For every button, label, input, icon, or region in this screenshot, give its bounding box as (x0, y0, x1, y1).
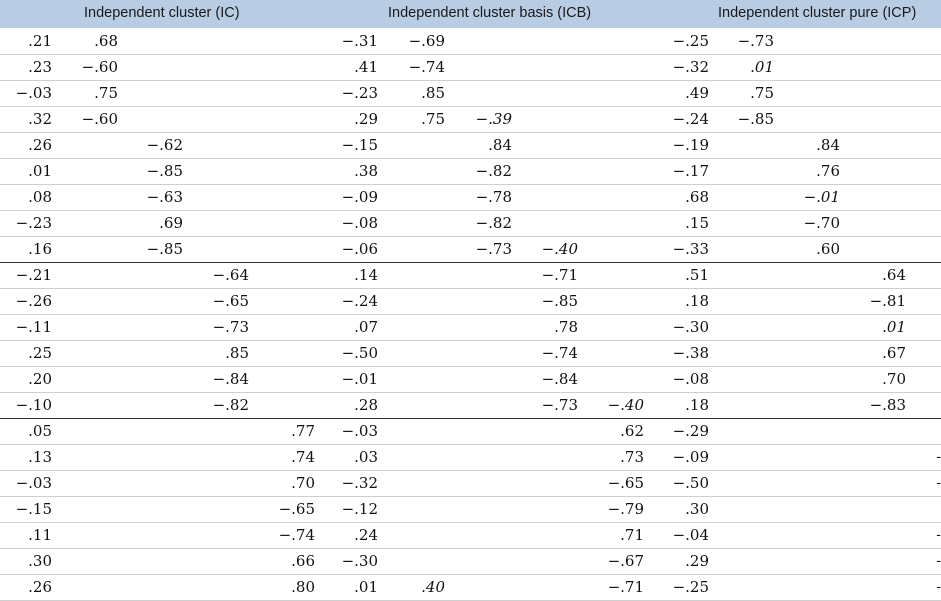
table-cell: .84 (488, 136, 512, 154)
table-cell: −.64 (212, 266, 249, 284)
table-cell: .25 (28, 344, 52, 362)
table-cell: −.65 (607, 474, 644, 492)
table-cell: .67 (882, 344, 906, 362)
table-cell: .01 (28, 162, 52, 180)
table-row (0, 28, 941, 55)
table-cell: - (936, 527, 941, 543)
table-cell: −.25 (672, 578, 709, 596)
table-row (0, 392, 941, 419)
table-cell: −.17 (672, 162, 709, 180)
table-cell: −.24 (672, 110, 709, 128)
table-cell: −.79 (607, 500, 644, 518)
table-cell: −.09 (341, 188, 378, 206)
table-cell: −.32 (672, 58, 709, 76)
table-row (0, 184, 941, 211)
table-cell: .26 (28, 136, 52, 154)
table-cell: .28 (354, 396, 378, 414)
table-cell: .64 (882, 266, 906, 284)
table-cell: −.78 (475, 188, 512, 206)
table-cell: −.73 (541, 396, 578, 414)
table-cell: .70 (291, 474, 315, 492)
table-cell: −.73 (475, 240, 512, 258)
table-cell: −.74 (541, 344, 578, 362)
table-row (0, 522, 941, 549)
table-cell: −.01 (341, 370, 378, 388)
header-icb: Independent cluster basis (ICB) (388, 5, 592, 21)
table-cell: .18 (685, 292, 709, 310)
table-row (0, 210, 941, 237)
table-cell: −.01 (803, 188, 840, 206)
table-cell: −.04 (672, 526, 709, 544)
table-cell: .30 (28, 552, 52, 570)
table-row (0, 444, 941, 471)
table-cell: .68 (94, 32, 118, 50)
table-cell: −.71 (541, 266, 578, 284)
table-cell: −.11 (15, 318, 52, 336)
table-cell: −.82 (212, 396, 249, 414)
table-cell: −.24 (341, 292, 378, 310)
table-cell: .75 (94, 84, 118, 102)
table-cell: −.08 (672, 370, 709, 388)
table-cell: −.85 (737, 110, 774, 128)
table-cell: .77 (291, 422, 315, 440)
table-cell: −.03 (15, 474, 52, 492)
table-cell: .41 (354, 58, 378, 76)
table-cell: .49 (685, 84, 709, 102)
table-cell: −.82 (475, 214, 512, 232)
table-cell: −.63 (146, 188, 183, 206)
table-cell: −.25 (672, 32, 709, 50)
table-cell: .69 (159, 214, 183, 232)
table-cell: −.74 (278, 526, 315, 544)
table-cell: −.69 (408, 32, 445, 50)
table-cell: −.85 (146, 240, 183, 258)
table-cell: .40 (421, 578, 445, 596)
table-cell: −.85 (541, 292, 578, 310)
table-cell: .05 (28, 422, 52, 440)
table-cell: −.50 (672, 474, 709, 492)
table-cell: −.03 (341, 422, 378, 440)
table-cell: −.21 (15, 266, 52, 284)
table-cell: −.15 (15, 500, 52, 518)
table-row (0, 470, 941, 497)
table-cell: −.06 (341, 240, 378, 258)
table-cell: .20 (28, 370, 52, 388)
table-cell: - (936, 475, 941, 491)
table-row (0, 106, 941, 133)
table-cell: −.81 (869, 292, 906, 310)
table-cell: .14 (354, 266, 378, 284)
table-cell: .07 (354, 318, 378, 336)
table-cell: .29 (354, 110, 378, 128)
table-cell: −.40 (541, 240, 578, 258)
table-row (0, 340, 941, 367)
table-cell: - (936, 579, 941, 595)
table-cell: −.26 (15, 292, 52, 310)
table-cell: −.19 (672, 136, 709, 154)
table-header (0, 0, 941, 28)
table-cell: −.09 (672, 448, 709, 466)
table-cell: −.23 (15, 214, 52, 232)
table-row (0, 548, 941, 575)
table-cell: −.12 (341, 500, 378, 518)
table-cell: −.85 (146, 162, 183, 180)
table-cell: .32 (28, 110, 52, 128)
table-cell: −.30 (341, 552, 378, 570)
table-cell: .85 (225, 344, 249, 362)
table-cell: −.40 (607, 396, 644, 414)
table-row (0, 262, 941, 289)
table-cell: .01 (882, 318, 906, 336)
table-cell: .51 (685, 266, 709, 284)
table-cell: −.31 (341, 32, 378, 50)
table-cell: .68 (685, 188, 709, 206)
table-cell: −.23 (341, 84, 378, 102)
table-cell: −.84 (541, 370, 578, 388)
table-row (0, 314, 941, 341)
table-cell: −.65 (278, 500, 315, 518)
table-cell: −.71 (607, 578, 644, 596)
table-cell: .38 (354, 162, 378, 180)
table-row (0, 80, 941, 107)
table-cell: −.32 (341, 474, 378, 492)
table-cell: .71 (620, 526, 644, 544)
table-cell: −.83 (869, 396, 906, 414)
table-cell: −.67 (607, 552, 644, 570)
header-ic: Independent cluster (IC) (84, 5, 240, 21)
table-cell: −.73 (212, 318, 249, 336)
table-cell: −.82 (475, 162, 512, 180)
table-cell: −.60 (81, 58, 118, 76)
table-row (0, 288, 941, 315)
table-cell: .66 (291, 552, 315, 570)
table-cell: .75 (421, 110, 445, 128)
table-cell: .74 (291, 448, 315, 466)
table-cell: .18 (685, 396, 709, 414)
table-row (0, 132, 941, 159)
table-cell: .80 (291, 578, 315, 596)
table-row (0, 236, 941, 263)
table-cell: .26 (28, 578, 52, 596)
table-cell: .30 (685, 500, 709, 518)
table-cell: −.29 (672, 422, 709, 440)
table-cell: .15 (685, 214, 709, 232)
table-cell: −.10 (15, 396, 52, 414)
table-cell: −.60 (81, 110, 118, 128)
table-cell: .60 (816, 240, 840, 258)
table-cell: .73 (620, 448, 644, 466)
table-cell: .76 (816, 162, 840, 180)
table-cell: .62 (620, 422, 644, 440)
table-cell: −.15 (341, 136, 378, 154)
table-cell: .29 (685, 552, 709, 570)
table-cell: −.39 (475, 110, 512, 128)
table-cell: .01 (750, 58, 774, 76)
table-cell: −.38 (672, 344, 709, 362)
table-row (0, 418, 941, 445)
table-cell: −.65 (212, 292, 249, 310)
table-cell: - (936, 553, 941, 569)
table-row (0, 574, 941, 601)
table-cell: .01 (354, 578, 378, 596)
table-cell: .16 (28, 240, 52, 258)
table-cell: −.70 (803, 214, 840, 232)
table-cell: .08 (28, 188, 52, 206)
table-cell: .75 (750, 84, 774, 102)
table-cell: −.73 (737, 32, 774, 50)
table-cell: .78 (554, 318, 578, 336)
table-cell: −.50 (341, 344, 378, 362)
table-cell: .11 (28, 526, 52, 544)
table-cell: .85 (421, 84, 445, 102)
table-cell: .23 (28, 58, 52, 76)
table-cell: .13 (28, 448, 52, 466)
table-cell: −.03 (15, 84, 52, 102)
table-cell: - (936, 449, 941, 465)
table-cell: −.84 (212, 370, 249, 388)
table-row (0, 496, 941, 523)
table-row (0, 158, 941, 185)
table-row (0, 54, 941, 81)
table-cell: .21 (28, 32, 52, 50)
table-cell: .70 (882, 370, 906, 388)
table-cell: .24 (354, 526, 378, 544)
table-cell: −.08 (341, 214, 378, 232)
table-cell: −.62 (146, 136, 183, 154)
table-cell: −.74 (408, 58, 445, 76)
table-cell: .03 (354, 448, 378, 466)
table-cell: −.30 (672, 318, 709, 336)
table-cell: .84 (816, 136, 840, 154)
table-cell: −.33 (672, 240, 709, 258)
header-icp: Independent cluster pure (ICP) (718, 5, 917, 21)
table-row (0, 366, 941, 393)
